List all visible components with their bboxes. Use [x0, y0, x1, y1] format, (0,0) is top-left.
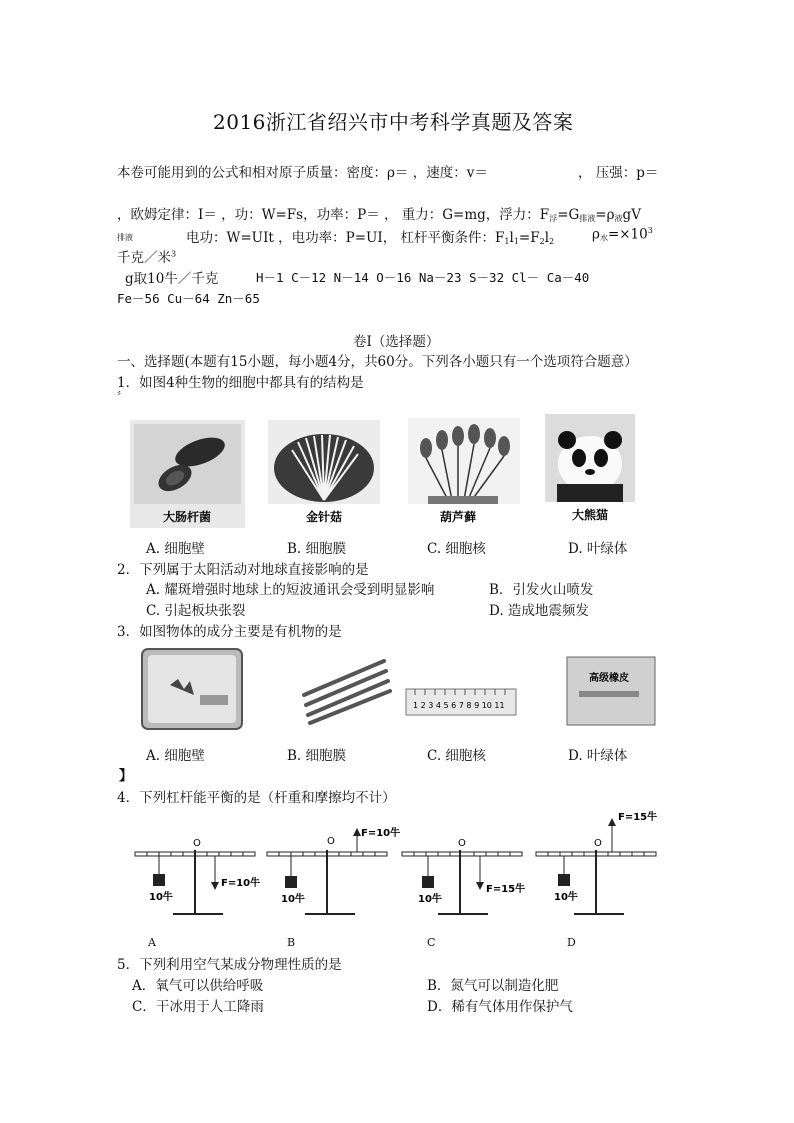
- force-label-b: F=10牛: [361, 828, 400, 839]
- formula-line-3: 电功：W=UIt ，电功率：P=UI， 杠杆平衡条件：$F_1l_1=F_2l_2$: [186, 230, 555, 246]
- q3-option-c[interactable]: C. 细胞核: [427, 748, 486, 764]
- image-sticks: [298, 655, 393, 730]
- lever-c: [400, 836, 532, 924]
- unit-kg-m3: 千克／米: [117, 250, 171, 266]
- q4-option-d[interactable]: D: [567, 936, 576, 949]
- pivot-label-d: O: [594, 838, 602, 849]
- sup-3: 3: [647, 226, 653, 235]
- q2-option-b[interactable]: B．引发火山喷发: [489, 582, 594, 598]
- formula-line-4: [117, 246, 176, 266]
- weight-label-c: 10牛: [418, 894, 442, 905]
- q5-text: 5．下列利用空气某成分物理性质的是: [117, 957, 342, 973]
- q1-option-d[interactable]: D. 叶绿体: [568, 541, 628, 557]
- formula-line-1: [117, 161, 488, 181]
- q4-option-a[interactable]: A: [148, 936, 156, 949]
- force-label-d: F=15牛: [618, 812, 658, 823]
- weight-label-b: 10牛: [281, 894, 305, 905]
- page-title: 2016浙江省绍兴市中考科学真题及答案: [213, 110, 574, 134]
- q3-option-d[interactable]: D. 叶绿体: [568, 748, 628, 764]
- q1-option-b[interactable]: B. 细胞膜: [287, 541, 347, 557]
- image-e-coli: [130, 420, 245, 528]
- q1-text: 1．如图4种生物的细胞中都具有的结构是: [117, 375, 364, 391]
- pivot-label-c: O: [458, 838, 466, 849]
- weight-label-d: 10牛: [554, 892, 578, 903]
- q5-option-b[interactable]: B．氮气可以制造化肥: [427, 978, 559, 994]
- q4-option-c[interactable]: C: [427, 936, 436, 949]
- weight-label-a: 10牛: [149, 892, 173, 903]
- water-density-value: =×10: [607, 226, 648, 243]
- image-eraser: [565, 655, 657, 727]
- stray-bracket: 】: [119, 768, 133, 784]
- formula-pressure: ， 压强：p＝: [578, 165, 659, 181]
- q1-mark: 〞: [117, 392, 127, 403]
- image-moss: [408, 418, 520, 528]
- formula-l: l: [509, 230, 514, 246]
- sub-pai: 排液: [579, 214, 596, 223]
- force-label-a: F=10牛: [221, 878, 261, 889]
- lever-d: [534, 808, 664, 924]
- image-enoki: [268, 420, 380, 528]
- atomic-masses-1: H－1 C－12 N－14 O－16 Na－23 S－32 Cl－ Ca－40: [256, 270, 590, 285]
- lever-a: [133, 834, 263, 924]
- formula-gv: gV: [622, 207, 641, 223]
- formula-f2: =F: [518, 230, 540, 246]
- image-ruler: [405, 688, 517, 716]
- force-label-c: F=15牛: [486, 884, 526, 895]
- q5-option-a[interactable]: A．氧气可以供给呼吸: [132, 978, 264, 994]
- pivot-label-b: O: [327, 836, 335, 847]
- q2-option-c[interactable]: C. 引起板块张裂: [146, 603, 246, 619]
- sub-fu: 浮: [549, 214, 558, 223]
- formula-g: =G: [557, 207, 580, 223]
- image-tin-box: [140, 645, 245, 733]
- formula-line-2: [117, 203, 641, 224]
- q5-option-d[interactable]: D．稀有气体用作保护气: [427, 999, 573, 1015]
- formula-ohm-work-power: ，欧姆定律：I＝ ，功：W=Fs，功率：P＝ ， 重力：G=mg，浮力：F: [117, 207, 550, 223]
- image-panda: [545, 414, 635, 528]
- sub-shui: 水: [599, 233, 608, 243]
- q3-option-b[interactable]: B. 细胞膜: [287, 748, 347, 764]
- sup-3b: 3: [171, 249, 177, 259]
- formula-l2: l: [544, 230, 550, 246]
- section-title: 卷Ⅰ（选择题）: [353, 334, 440, 350]
- q1-option-a[interactable]: A. 细胞壁: [146, 541, 205, 557]
- formula-electric: 电功：W=UIt ，电功率：P=UI， 杠杆平衡条件：F: [186, 230, 505, 246]
- formula-density-speed: 本卷可能用到的公式和相对原子质量：密度：ρ＝ ，速度：v＝: [117, 165, 488, 181]
- q2-option-a[interactable]: A. 耀斑增强时地球上的短波通讯会受到明显影响: [146, 582, 435, 598]
- q1-option-c[interactable]: C. 细胞核: [427, 541, 486, 557]
- section-instruction: 一、选择题(本题有15小题，每小题4分，共60分。下列各小题只有一个选项符合题意）: [117, 354, 638, 370]
- ruler-digits: 1 2 3 4 5 6 7 8 9 10 11: [413, 701, 505, 710]
- sub-ye: 液: [614, 214, 623, 223]
- caption-e-coli: 大肠杆菌: [162, 510, 212, 524]
- q2-text: 2．下列属于太阳活动对地球直接影响的是: [117, 562, 369, 578]
- q2-option-d[interactable]: D. 造成地震频发: [489, 603, 589, 619]
- q4-text: 4．下列杠杆能平衡的是（杆重和摩擦均不计）: [117, 790, 396, 806]
- q3-text: 3．如图物体的成分主要是有机物的是: [117, 624, 342, 640]
- q4-option-b[interactable]: B: [287, 936, 296, 949]
- lever-b: [265, 826, 400, 924]
- rho-symbol: ρ: [592, 226, 600, 243]
- formula-g-value: g取10牛／千克: [125, 271, 219, 287]
- caption-panda: 大熊猫: [571, 508, 609, 522]
- formula-water-density: [592, 226, 653, 244]
- atomic-masses-2: Fe－56 Cu－64 Zn－65: [117, 291, 260, 306]
- formula-rho: =ρ: [595, 207, 615, 223]
- q5-option-c[interactable]: C．干冰用于人工降雨: [132, 999, 264, 1015]
- caption-moss: 葫芦藓: [439, 510, 477, 524]
- sub-pai-continued: 排液: [117, 233, 133, 242]
- eraser-label: 高级橡皮: [589, 673, 629, 684]
- q3-option-a[interactable]: A. 细胞壁: [146, 748, 205, 764]
- caption-enoki: 金针菇: [305, 510, 343, 524]
- pivot-label-a: O: [193, 838, 201, 849]
